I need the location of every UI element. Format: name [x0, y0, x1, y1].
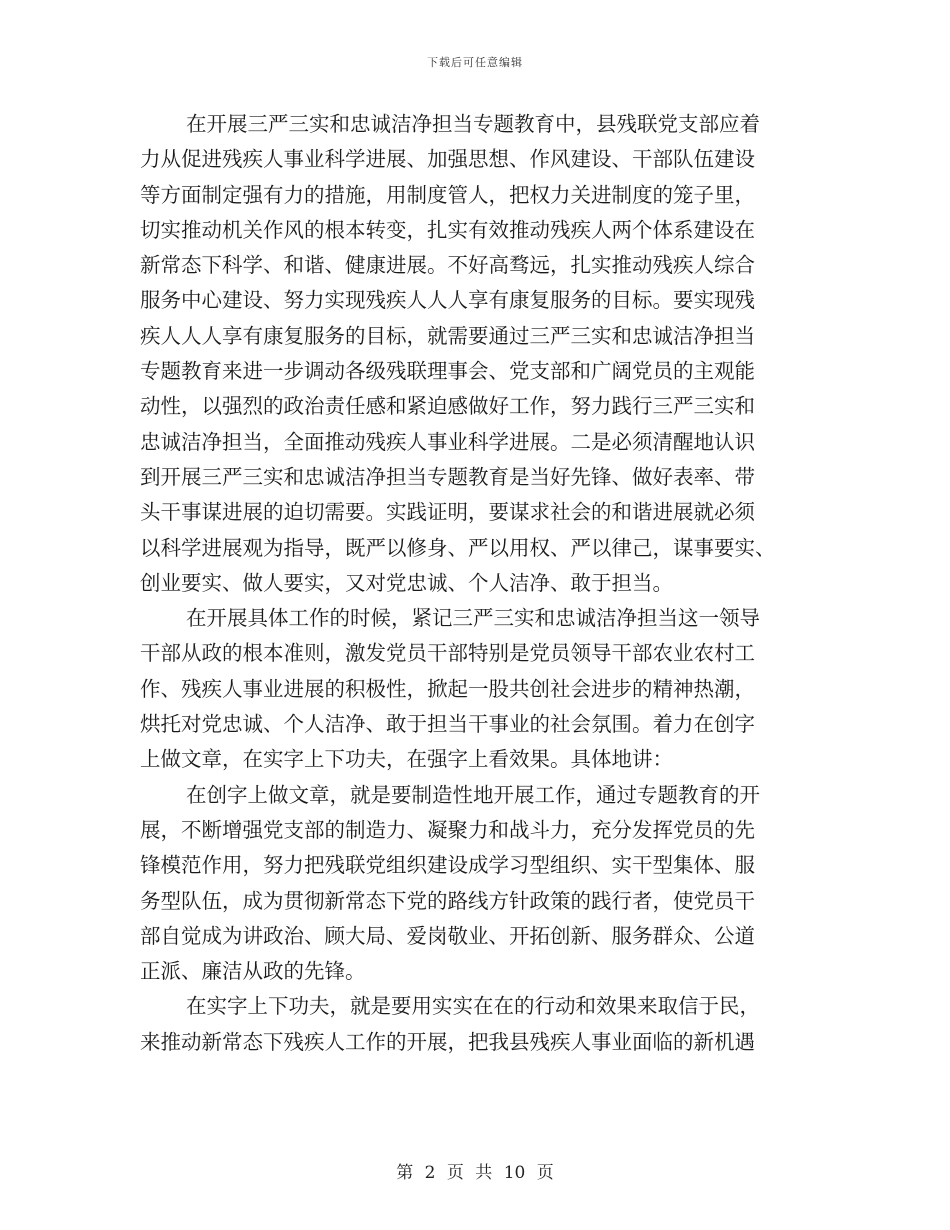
text-line: 专题教育来进一步调动各级残联理事会、党支部和广阔党员的主观能 [140, 359, 755, 384]
text-line: 在开展具体工作的时候，紧记三严三实和忠诚洁净担当这一领导 [186, 606, 760, 631]
text-line: 创业要实、做人要实，又对党忠诚、个人洁净、敢于担当。 [140, 570, 673, 595]
text-line: 在开展三严三实和忠诚洁净担当专题教育中，县残联党支部应着 [186, 112, 760, 136]
text-line: 疾人人人享有康复服务的目标，就需要通过三严三实和忠诚洁净担当 [140, 323, 755, 348]
text-line: 锋模范作用，努力把残联党组织建设成学习型组织、实干型集体、服 [140, 853, 755, 878]
text-line: 服务中心建设、努力实现残疾人人人享有康复服务的目标。要实现残 [140, 288, 755, 313]
text-line: 部自觉成为讲政治、顾大局、爱岗敬业、开拓创新、服务群众、公道 [140, 923, 755, 948]
document-body [140, 107, 810, 1060]
text-line: 动性，以强烈的政治责任感和紧迫感做好工作，努力践行三严三实和 [140, 394, 755, 419]
text-line: 正派、廉洁从政的先锋。 [140, 959, 366, 984]
text-line: 以科学进展观为指导，既严以修身、严以用权、严以律己，谋事要实、 [140, 535, 776, 560]
page-header: 下载后可任意编辑 [427, 56, 523, 69]
text-line: 干部从政的根本准则，激发党员干部特别是党员领导干部农业农村工 [140, 641, 755, 666]
text-line: 在创字上做文章，就是要制造性地开展工作，通过专题教育的开 [186, 782, 760, 807]
text-line: 展，不断增强党支部的制造力、凝聚力和战斗力，充分发挥党员的先 [140, 817, 755, 842]
text-line: 上做文章，在实字上下功夫，在强字上看效果。具体地讲： [140, 747, 673, 772]
text-line: 烘托对党忠诚、个人洁净、敢于担当干事业的社会氛围。着力在创字 [140, 712, 755, 737]
page-footer: 第 2 页 共 10 页 [396, 1163, 554, 1183]
text-line: 来推动新常态下残疾人工作的开展，把我县残疾人事业面临的新机遇 [140, 1029, 755, 1054]
text-line: 在实字上下功夫，就是要用实实在在的行动和效果来取信于民， [186, 994, 760, 1019]
text-line: 忠诚洁净担当，全面推动残疾人事业科学进展。二是必须清醒地认识 [140, 429, 755, 454]
text-line: 切实推动机关作风的根本转变，扎实有效推动残疾人两个体系建设在 [140, 217, 755, 242]
text-line: 头干事谋进展的迫切需要。实践证明，要谋求社会的和谐进展就必须 [140, 500, 755, 525]
text-line: 等方面制定强有力的措施，用制度管人，把权力关进制度的笼子里， [140, 182, 755, 207]
text-line: 到开展三严三实和忠诚洁净担当专题教育是当好先锋、做好表率、带 [140, 464, 755, 489]
text-line: 新常态下科学、和谐、健康进展。不好高骛远，扎实推动残疾人综合 [140, 253, 755, 278]
text-line: 务型队伍，成为贯彻新常态下党的路线方针政策的践行者，使党员干 [140, 888, 755, 913]
text-line: 作、残疾人事业进展的积极性，掀起一股共创社会进步的精神热潮， [140, 676, 755, 701]
text-line: 力从促进残疾人事业科学进展、加强思想、作风建设、干部队伍建设 [140, 147, 755, 172]
